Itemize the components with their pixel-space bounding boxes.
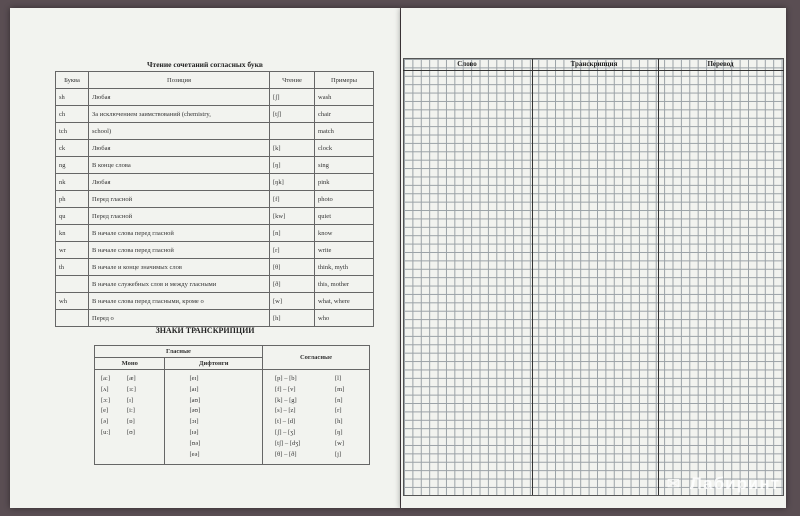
table-row (56, 259, 374, 276)
transcription-symbol: [j] (335, 450, 342, 458)
table-row (56, 157, 374, 174)
cell-reading: [ð] (270, 276, 315, 293)
header-position: Позиция (89, 72, 270, 89)
consonant-table (55, 71, 374, 327)
transcription-symbol: [æ] (127, 375, 136, 382)
consonant-table-title: Чтение сочетаний согласных букв (147, 60, 263, 69)
cell-reading: [k] (270, 140, 315, 157)
watermark: Лабиринт (689, 474, 780, 493)
cell-example: know (315, 225, 374, 242)
transcription-symbol: [a:] (101, 375, 111, 382)
cell-position: В начале слова перед гласной (89, 242, 270, 259)
cell-position: В конце слова (89, 157, 270, 174)
consonant-pairs-column (275, 374, 335, 460)
cell-letter (56, 310, 89, 327)
table-row (56, 123, 374, 140)
cell-example: this, mother (315, 276, 374, 293)
consonants-header: Согласные (263, 346, 370, 370)
table-row (56, 242, 374, 259)
cell-letter: ph (56, 191, 89, 208)
cell-letter: wr (56, 242, 89, 259)
transcription-symbol: [ɪ] (127, 396, 134, 404)
transcription-title: ЗНАКИ ТРАНСКРИПЦИИ (155, 326, 255, 335)
cell-example: what, where (315, 293, 374, 310)
table-row (56, 208, 374, 225)
column-divider (532, 59, 533, 495)
cell-example: pink (315, 174, 374, 191)
cell-position: В начале служебных слов и между гласными (89, 276, 270, 293)
transcription-symbol: [w] (335, 439, 345, 447)
cell-example: photo (315, 191, 374, 208)
left-page (10, 8, 400, 508)
transcription-symbol: [e] (101, 407, 109, 415)
cell-reading: [n] (270, 225, 315, 242)
table-row (56, 293, 374, 310)
cell-letter: nk (56, 174, 89, 191)
transcription-symbol: [əʊ] (189, 407, 201, 415)
transcription-symbol: [eə] (189, 450, 200, 458)
transcription-symbol: [i:] (127, 407, 135, 415)
mono-column-2 (127, 374, 153, 439)
transcription-table (94, 345, 370, 465)
cell-position: Любая (89, 174, 270, 191)
transcription-symbol: [h] (335, 418, 343, 426)
table-row (56, 276, 374, 293)
cell-reading: [ŋk] (270, 174, 315, 191)
cell-position: Перед o (89, 310, 270, 327)
cell-example: wash (315, 89, 374, 106)
mono-cell (95, 370, 165, 465)
table-row (56, 310, 374, 327)
cell-position: Перед гласной (89, 191, 270, 208)
transcription-symbol: [p] – [b] (275, 375, 297, 382)
header-letter: Буква (56, 72, 89, 89)
transcription-symbol: [ʊə] (189, 439, 201, 447)
mono-column-1 (101, 374, 127, 439)
table-row (56, 89, 374, 106)
vowels-header: Гласные (95, 346, 263, 358)
cell-example: clock (315, 140, 374, 157)
transcription-symbol: [aɪ] (189, 385, 199, 393)
cell-example: chair (315, 106, 374, 123)
cell-reading (270, 123, 315, 140)
table-row (56, 140, 374, 157)
transcription-symbol: [ɔɪ] (189, 418, 199, 426)
cell-example: quiet (315, 208, 374, 225)
transcription-symbol: [ʃ] – [ʒ] (275, 428, 296, 436)
transcription-symbol: [m] (335, 385, 345, 393)
cell-position: За исключением заимствований (chemistry, (89, 106, 270, 123)
transcription-symbol: [r] (335, 407, 342, 415)
cell-letter: ng (56, 157, 89, 174)
transcription-symbol: [ŋ] (335, 428, 343, 436)
cell-letter: ck (56, 140, 89, 157)
table-row (56, 106, 374, 123)
transcription-symbol: [ə] (101, 418, 109, 426)
cell-position: Любая (89, 140, 270, 157)
cell-position: school) (89, 123, 270, 140)
cell-position: В начале и конце значимых слов (89, 259, 270, 276)
cell-reading: [kw] (270, 208, 315, 225)
diphthongs-header: Дифтонги (165, 358, 263, 370)
transcription-symbol: [l] (335, 375, 342, 382)
cell-reading: [ŋ] (270, 157, 315, 174)
transcription-symbol: [n] (335, 396, 343, 404)
column-divider (658, 59, 659, 495)
cell-reading: [h] (270, 310, 315, 327)
cell-position: Перед гласной (89, 208, 270, 225)
table-row (56, 174, 374, 191)
diphthongs-cell (165, 370, 263, 465)
transcription-symbol: [u:] (101, 428, 111, 436)
cell-reading: [tʃ] (270, 106, 315, 123)
transcription-symbol: [θ] – [ð] (275, 450, 297, 458)
cell-letter: ch (56, 106, 89, 123)
header-word: Слово (457, 60, 477, 68)
transcription-symbol: [ɒ] (127, 418, 135, 426)
consonant-table-body (56, 89, 374, 327)
consonants-cell (263, 370, 370, 465)
cell-letter: th (56, 259, 89, 276)
transcription-symbol: [ɜ:] (127, 385, 136, 393)
vocabulary-grid[interactable] (403, 58, 784, 496)
mono-header: Моно (95, 358, 165, 370)
cell-letter: kn (56, 225, 89, 242)
header-translation: Перевод (707, 60, 734, 68)
transcription-symbol: [k] – [g] (275, 396, 297, 404)
transcription-symbol: [ʌ] (101, 385, 109, 393)
cell-letter: wh (56, 293, 89, 310)
transcription-symbol: [ɪə] (189, 428, 199, 436)
cell-position: Любая (89, 89, 270, 106)
table-row (56, 191, 374, 208)
header-examples: Примеры (315, 72, 374, 89)
consonant-singles-column (335, 374, 363, 460)
cell-reading: [θ] (270, 259, 315, 276)
header-reading: Чтение (270, 72, 315, 89)
transcription-symbol: [f] – [v] (275, 385, 296, 393)
cell-letter: qu (56, 208, 89, 225)
cell-example: match (315, 123, 374, 140)
cell-letter: sh (56, 89, 89, 106)
cell-reading: [ʃ] (270, 89, 315, 106)
cell-position: В начале слова перед гласными, кроме o (89, 293, 270, 310)
vocabulary-header (403, 58, 784, 71)
transcription-symbol: [aʊ] (189, 396, 201, 404)
cell-reading: [w] (270, 293, 315, 310)
transcription-symbol: [ʊ] (127, 428, 135, 436)
right-page (401, 8, 786, 508)
cell-example: sing (315, 157, 374, 174)
diphthongs-column (189, 374, 256, 460)
cell-reading: [f] (270, 191, 315, 208)
transcription-symbol: [tʃ] – [dʒ] (275, 439, 301, 447)
cell-position: В начале слова перед гласной (89, 225, 270, 242)
cell-reading: [r] (270, 242, 315, 259)
table-row (56, 225, 374, 242)
cell-letter (56, 276, 89, 293)
labirint-logo-icon: ✉ (666, 476, 680, 493)
transcription-symbol: [t] – [d] (275, 418, 296, 426)
transcription-symbol: [ɔ:] (101, 396, 111, 404)
cell-letter: tch (56, 123, 89, 140)
cell-example: think, myth (315, 259, 374, 276)
transcription-symbol: [s] – [z] (275, 407, 296, 415)
cell-example: who (315, 310, 374, 327)
transcription-symbol: [eɪ] (189, 375, 199, 382)
cell-example: write (315, 242, 374, 259)
header-transcription: Транскрипция (570, 60, 618, 68)
